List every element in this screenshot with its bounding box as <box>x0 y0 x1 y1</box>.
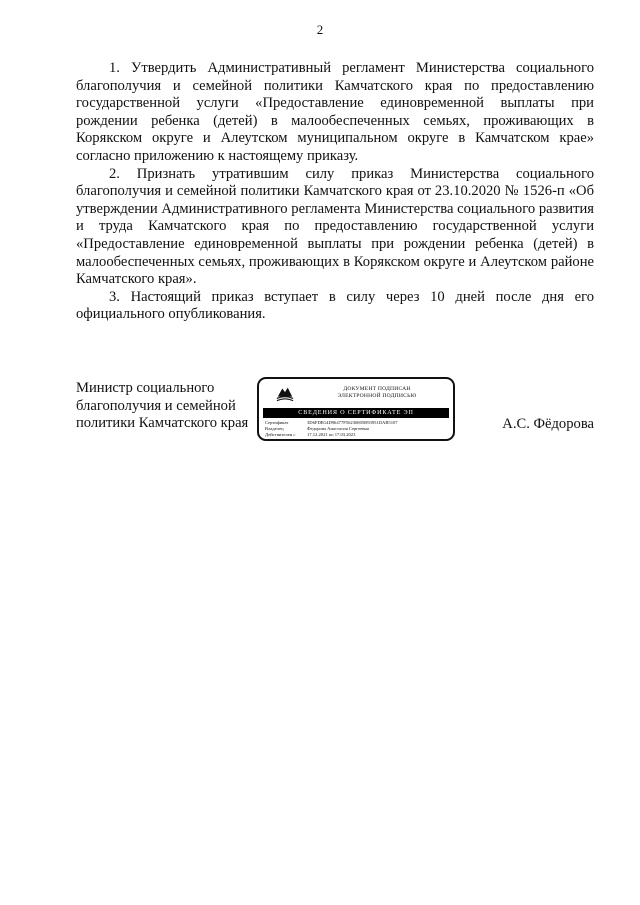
signatory-title-line: Министр социального <box>76 380 215 396</box>
stamp-header-line: ЭЛЕКТРОННОЙ ПОДПИСЬЮ <box>337 393 417 399</box>
stamp-row-value: 17.12.2021 по 17.03.2023 <box>307 432 356 437</box>
document-body <box>76 60 594 324</box>
signatory-title-line: политики Камчатского края <box>76 415 249 432</box>
stamp-row-label: Действителен с <box>265 432 296 437</box>
stamp-row-label: Сертификат <box>265 420 289 425</box>
stamp-certificate-bar: СВЕДЕНИЯ О СЕРТИФИКАТЕ ЭП <box>263 408 449 418</box>
page-number: 2 <box>316 22 324 37</box>
stamp-row-validity <box>265 432 451 438</box>
stamp-row-label: Владелец <box>265 426 284 431</box>
signatory-title-line: благополучия и семейной <box>76 397 236 414</box>
paragraph-2: 2. Признать утратившим силу приказ Министерства социального благополучия и семейной политики Камчатского края от 23.10.2020 № 1526-п «Об утверждении Административного регламента Министерства социального развития и труда Камчатского края по предоставлению государственной услуги «Предоставление единовременной выплаты при рождении ребенка (детей) в малообеспеченных семьях, проживающих в Корякском округе и Алеутском районе Камчатского края». <box>76 165 594 288</box>
stamp-header <box>307 386 447 400</box>
paragraph-1: 1. Утвердить Административный регламент Министерства социального благополучия и семейной политики Камчатского края по предоставлению государственной услуги «Предоставление единовременной выплаты при рождении ребенка (детей) в малообеспеченных семьях, проживающих в Корякском округе и Алеутском муниципальном округе в Камчатском крае» согласно приложению к настоящему приказу. <box>76 60 594 164</box>
stamp-row-value: 3D6FDB14D96477F56236805B93951DAB5107 <box>307 420 398 425</box>
paragraph-3: 3. Настоящий приказ вступает в силу через 10 дней после дня его официального опубликования. <box>76 288 594 323</box>
electronic-signature-stamp <box>257 377 455 441</box>
stamp-row-value: Федорова Анастасия Сергеевна <box>307 426 369 431</box>
stamp-header-line: ДОКУМЕНТ ПОДПИСАН <box>343 386 411 392</box>
signatory-name: А.С. Фёдорова <box>502 416 594 432</box>
kamchatka-emblem-icon <box>276 384 294 402</box>
signatory-title <box>76 380 256 433</box>
stamp-details <box>265 420 451 438</box>
